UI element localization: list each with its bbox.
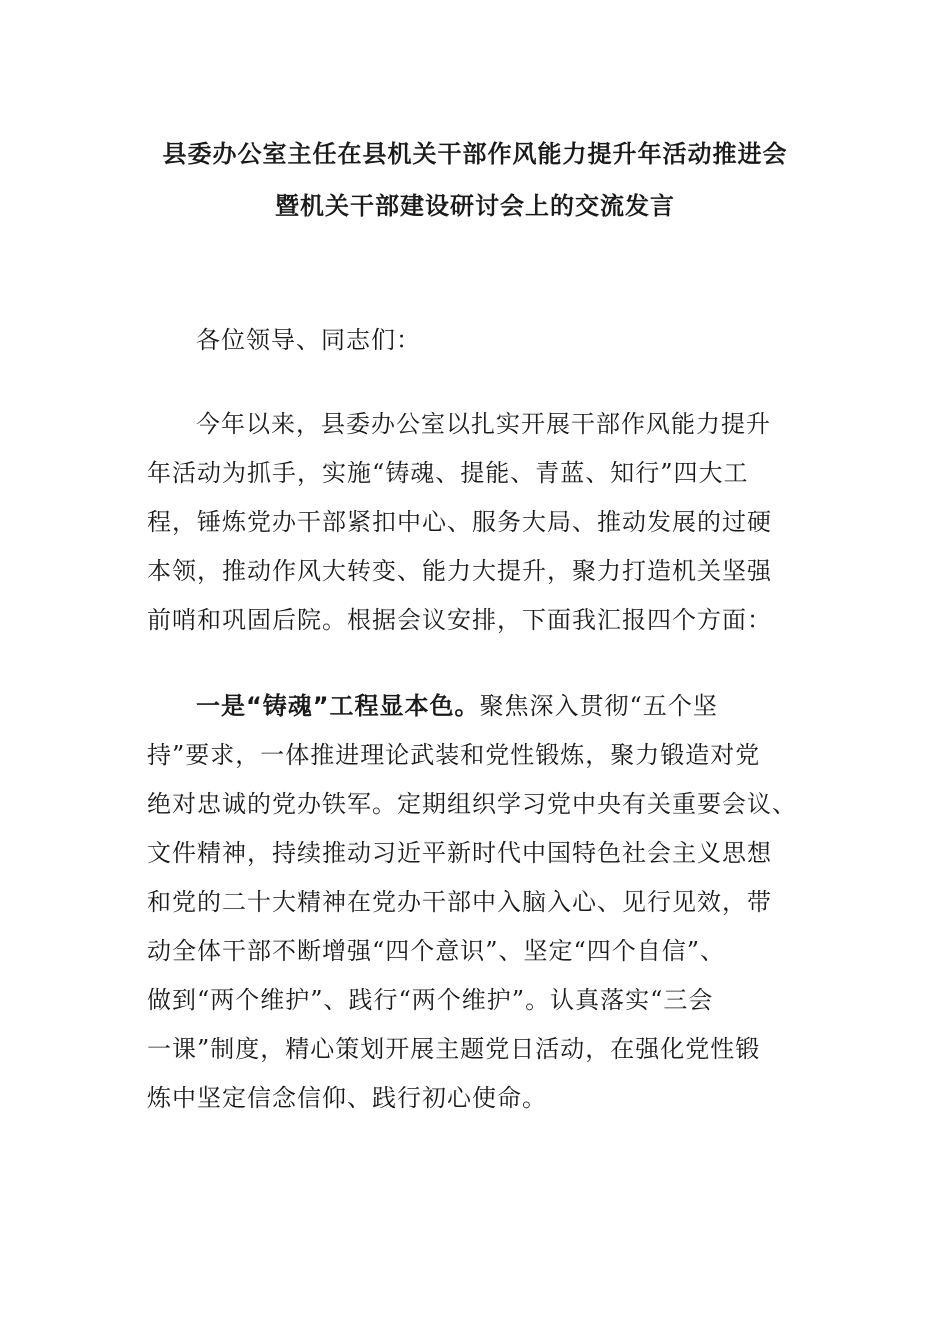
paragraph-intro	[147, 400, 807, 645]
paragraph-line: 一课”制度，精心策划开展主题党日活动，在强化党性锻	[147, 1035, 761, 1063]
paragraph-line: 炼中坚定信念信仰、践行初心使命。	[147, 1084, 547, 1112]
title-line-2: 暨机关干部建设研讨会上的交流发言	[275, 192, 675, 220]
section-heading: 一是“铸魂”工程显本色。	[196, 692, 480, 720]
paragraph-line: 程，锤炼党办干部紧扣中心、服务大局、推动发展的过硬	[147, 508, 772, 536]
title-line-1: 县委办公室主任在县机关干部作风能力提升年活动推进会	[162, 140, 788, 168]
paragraph-section-1	[147, 682, 807, 1123]
paragraph-line	[147, 682, 807, 731]
paragraph-line: 本领，推动作风大转变、能力大提升，聚力打造机关坚强	[147, 557, 772, 585]
paragraph-line: 文件精神，持续推动习近平新时代中国特色社会主义思想	[147, 839, 772, 867]
paragraph-line: 和党的二十大精神在党办干部中入脑入心、见行见效，带	[147, 888, 772, 916]
paragraph-line: 动全体干部不断增强“四个意识”、坚定“四个自信”、	[147, 937, 726, 965]
paragraph-line: 绝对忠诚的党办铁军。定期组织学习党中央有关重要会议、	[147, 790, 797, 818]
paragraph-line: 持”要求，一体推进理论武装和党性锻炼，聚力锻造对党	[147, 741, 761, 769]
paragraph-line: 前哨和巩固后院。根据会议安排，下面我汇报四个方面：	[147, 606, 772, 634]
paragraph-line: 年活动为抓手，实施“铸魂、提能、青蓝、知行”四大工	[147, 459, 749, 487]
section-text: 聚焦深入贯彻“五个坚	[479, 692, 718, 720]
paragraph-line: 今年以来，县委办公室以扎实开展干部作风能力提升	[196, 410, 771, 438]
salutation: 各位领导、同志们：	[196, 326, 421, 354]
paragraph-line: 做到“两个维护”、践行“两个维护”。认真落实“三会	[147, 986, 714, 1014]
document-title	[100, 128, 850, 232]
